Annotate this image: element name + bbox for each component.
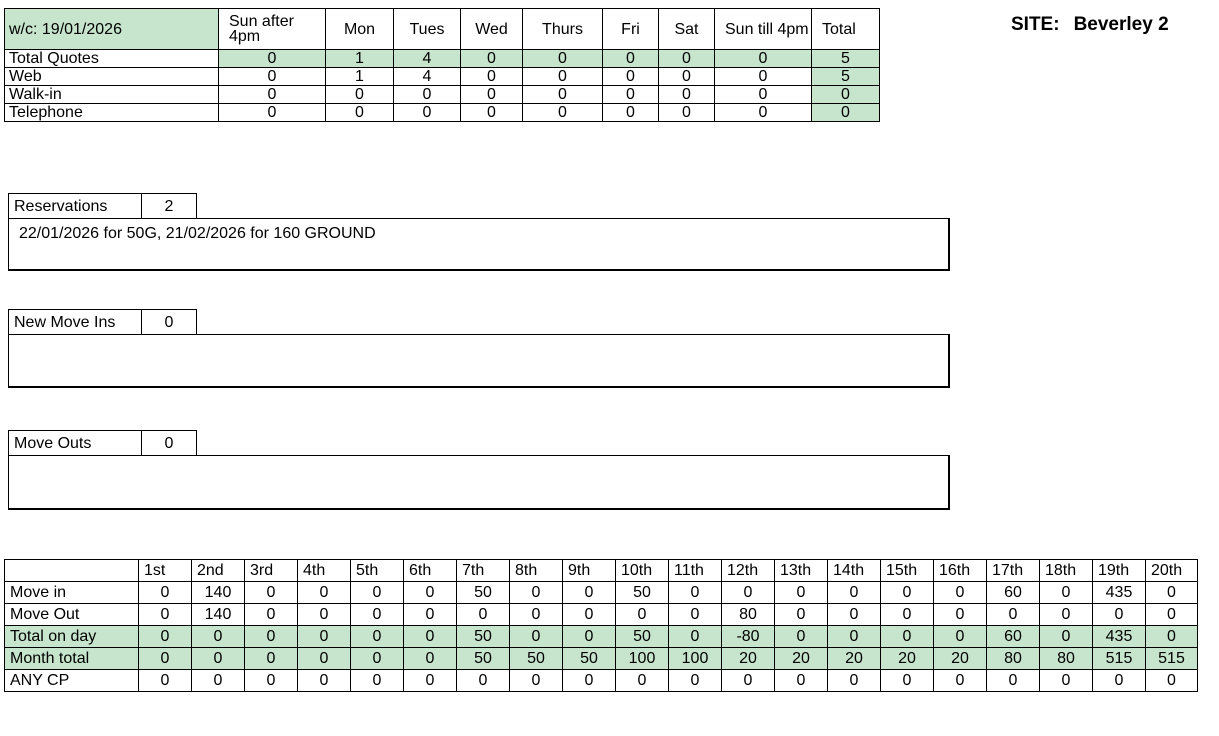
cell-total: 0 [812,86,880,104]
day-header: 18th [1040,560,1093,582]
cell: 0 [603,86,659,104]
day-value: 0 [828,604,881,626]
day-value: 0 [1093,604,1146,626]
day-value: 0 [404,626,457,648]
day-value: 100 [669,648,722,670]
day-value: 0 [669,626,722,648]
day-header: 5th [351,560,404,582]
quotes-row-telephone [5,104,880,122]
col-mon: Mon [326,9,394,50]
cell: 0 [715,86,812,104]
cell: 0 [659,68,715,86]
day-value: 80 [722,604,775,626]
day-value: 0 [404,648,457,670]
row-label: Total Quotes [5,50,219,68]
day-value: 0 [828,670,881,692]
cell: 1 [326,68,394,86]
day-value: 0 [1040,582,1093,604]
day-value: 0 [351,604,404,626]
move-outs-count: 0 [142,430,197,455]
cell: 0 [603,104,659,122]
day-value: 20 [881,648,934,670]
move-outs-notes [8,455,950,510]
day-header: 6th [404,560,457,582]
day-value: 0 [669,604,722,626]
day-value: 0 [722,670,775,692]
month-header-row [5,560,1198,582]
col-wed: Wed [461,9,523,50]
day-value: 0 [351,582,404,604]
quotes-row-walkin [5,86,880,104]
cell: 0 [461,86,523,104]
day-value: 0 [828,582,881,604]
day-value: 0 [298,604,351,626]
day-value: 0 [245,670,298,692]
cell: 0 [326,104,394,122]
month-row [5,648,1198,670]
day-value: 50 [457,582,510,604]
month-row [5,604,1198,626]
cell: 0 [603,50,659,68]
day-value: 20 [934,648,987,670]
day-value: 0 [1093,670,1146,692]
cell: 0 [603,68,659,86]
cell: 0 [461,50,523,68]
row-label: Move Out [5,604,139,626]
reservations-label: Reservations [8,193,142,218]
cell: 0 [461,104,523,122]
day-value: 60 [987,582,1040,604]
quotes-header-row [5,9,880,50]
col-thurs: Thurs [523,9,603,50]
day-value: 0 [1146,626,1198,648]
day-value: 0 [881,582,934,604]
cell: 0 [219,50,326,68]
day-value: 0 [987,670,1040,692]
day-value: 0 [351,648,404,670]
cell: 4 [394,68,461,86]
day-header: 9th [563,560,616,582]
move-outs-label: Move Outs [8,430,142,455]
day-value: -80 [722,626,775,648]
day-value: 0 [192,670,245,692]
day-value: 0 [245,604,298,626]
day-header: 19th [1093,560,1146,582]
day-value: 0 [563,670,616,692]
day-value: 0 [1146,604,1198,626]
reservations-count: 2 [142,193,197,218]
day-value: 0 [510,626,563,648]
day-value: 0 [669,582,722,604]
day-value: 0 [828,626,881,648]
cell: 0 [659,50,715,68]
day-value: 0 [510,604,563,626]
day-value: 0 [510,582,563,604]
day-value: 0 [669,670,722,692]
day-value: 0 [881,604,934,626]
day-header: 10th [616,560,669,582]
col-sun-till: Sun till 4pm [715,9,812,50]
day-value: 0 [775,626,828,648]
cell: 0 [394,86,461,104]
cell: 0 [659,86,715,104]
site-name: Beverley 2 [1073,14,1169,35]
day-value: 50 [616,582,669,604]
cell: 0 [219,68,326,86]
month-row [5,582,1198,604]
day-value: 0 [934,604,987,626]
day-value: 0 [351,670,404,692]
day-header: 8th [510,560,563,582]
cell: 0 [659,104,715,122]
day-value: 0 [881,626,934,648]
day-value: 435 [1093,582,1146,604]
day-value: 60 [987,626,1040,648]
month-row [5,670,1198,692]
day-value: 0 [139,582,192,604]
day-value: 0 [616,670,669,692]
day-header: 15th [881,560,934,582]
day-header: 11th [669,560,722,582]
day-header: 3rd [245,560,298,582]
cell: 0 [715,50,812,68]
cell: 0 [715,68,812,86]
day-value: 0 [245,582,298,604]
day-value: 0 [139,648,192,670]
quotes-table [4,8,880,122]
day-value: 0 [1040,626,1093,648]
cell-total: 5 [812,50,880,68]
move-ins-label: New Move Ins [8,309,142,334]
day-value: 0 [298,670,351,692]
cell: 0 [523,68,603,86]
site-label: SITE: [1011,14,1060,35]
cell: 0 [715,104,812,122]
cell: 4 [394,50,461,68]
day-value: 80 [1040,648,1093,670]
day-value: 0 [722,582,775,604]
cell: 0 [219,104,326,122]
day-value: 0 [351,626,404,648]
cell: 0 [219,86,326,104]
col-sun-after: Sun after 4pm [219,9,326,50]
day-value: 20 [775,648,828,670]
day-value: 140 [192,582,245,604]
day-value: 0 [139,670,192,692]
day-value: 0 [510,670,563,692]
day-value: 0 [245,626,298,648]
day-header: 14th [828,560,881,582]
row-label: Telephone [5,104,219,122]
day-value: 515 [1146,648,1198,670]
day-value: 0 [139,626,192,648]
row-label: Web [5,68,219,86]
day-value: 0 [775,670,828,692]
day-header: 16th [934,560,987,582]
row-label: Total on day [5,626,139,648]
day-header: 12th [722,560,775,582]
col-fri: Fri [603,9,659,50]
day-header: 20th [1146,560,1198,582]
day-value: 140 [192,604,245,626]
day-value: 0 [298,582,351,604]
day-value: 0 [934,582,987,604]
day-value: 0 [563,604,616,626]
day-value: 0 [139,604,192,626]
day-value: 50 [457,626,510,648]
day-value: 0 [987,604,1040,626]
week-commencing: w/c: 19/01/2026 [5,9,219,50]
day-value: 0 [457,670,510,692]
cell: 0 [523,50,603,68]
day-value: 0 [775,604,828,626]
day-value: 0 [245,648,298,670]
cell: 0 [523,86,603,104]
day-header: 2nd [192,560,245,582]
day-value: 0 [192,626,245,648]
cell: 0 [394,104,461,122]
day-value: 0 [934,626,987,648]
row-label: Month total [5,648,139,670]
day-header: 7th [457,560,510,582]
reservations-notes: 22/01/2026 for 50G, 21/02/2026 for 160 GROUND [8,218,950,271]
day-value: 0 [881,670,934,692]
day-value: 0 [616,604,669,626]
day-value: 0 [1146,582,1198,604]
day-value: 0 [934,670,987,692]
row-label: ANY CP [5,670,139,692]
month-row [5,626,1198,648]
quotes-row-web [5,68,880,86]
day-value: 0 [298,648,351,670]
day-value: 50 [510,648,563,670]
day-value: 50 [457,648,510,670]
cell: 1 [326,50,394,68]
day-value: 0 [404,582,457,604]
day-header: 13th [775,560,828,582]
move-ins-count: 0 [142,309,197,334]
cell-total: 0 [812,104,880,122]
site-heading [1011,14,1169,36]
day-value: 435 [1093,626,1146,648]
day-header: 1st [139,560,192,582]
day-value: 0 [775,582,828,604]
day-value: 100 [616,648,669,670]
corner-cell [5,560,139,582]
day-value: 80 [987,648,1040,670]
day-value: 0 [404,604,457,626]
cell: 0 [523,104,603,122]
day-value: 20 [722,648,775,670]
day-value: 0 [563,626,616,648]
day-value: 0 [563,582,616,604]
day-value: 0 [298,626,351,648]
month-table [4,559,1198,692]
day-value: 0 [404,670,457,692]
cell: 0 [326,86,394,104]
day-value: 50 [563,648,616,670]
day-header: 4th [298,560,351,582]
day-value: 0 [1146,670,1198,692]
cell-total: 5 [812,68,880,86]
col-total: Total [812,9,880,50]
row-label: Move in [5,582,139,604]
quotes-row-total [5,50,880,68]
day-value: 20 [828,648,881,670]
day-header: 17th [987,560,1040,582]
cell: 0 [461,68,523,86]
day-value: 0 [1040,604,1093,626]
day-value: 515 [1093,648,1146,670]
day-value: 0 [1040,670,1093,692]
day-value: 50 [616,626,669,648]
row-label: Walk-in [5,86,219,104]
day-value: 0 [457,604,510,626]
col-tues: Tues [394,9,461,50]
day-value: 0 [192,648,245,670]
move-ins-notes [8,334,950,388]
col-sat: Sat [659,9,715,50]
